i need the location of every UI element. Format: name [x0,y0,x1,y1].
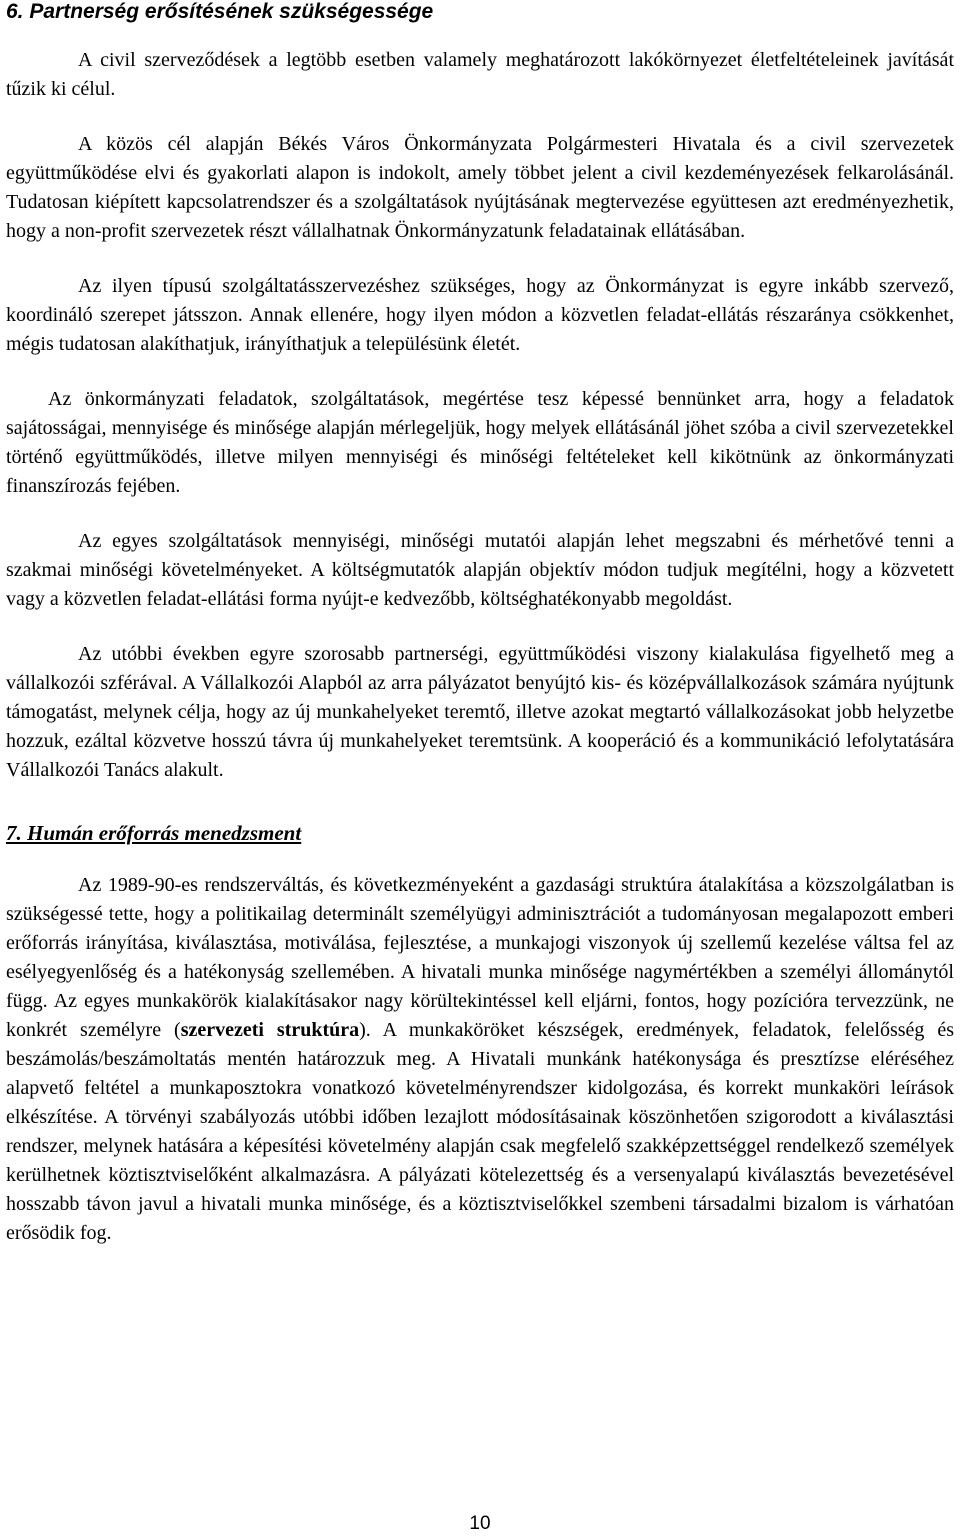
section-6-title: 6. Partnerség erősítésének szükségessége [6,0,434,23]
section-6-paragraph-4: Az önkormányzati feladatok, szolgáltatások, megértése tesz képessé bennünket arra, hogy a feladatok sajátosságai, mennyisége és minősége alapján mérlegeljük, hogy melyek ellátásánál jöhet szóba a civil szervezetekkel történő együttműködés, illetve milyen mennyiségi és minőségi feltételeket kell kikötnünk az önkormányzati finanszírozás fejében. [6,388,954,497]
section-7-paragraph-1 [6,871,954,1248]
document-page [6,0,954,1248]
page-number: 10 [469,1513,491,1534]
section-6-paragraph-2: A közös cél alapján Békés Város Önkormányzata Polgármesteri Hivatala és a civil szervezetek együttműködése elvi és gyakorlati alapon is indokolt, amely többet jelent a civil kezdeményezések felkarolásánál. Tudatosan kiépített kapcsolatrendszer és a szolgáltatások nyújtásának megtervezése együttesen azt eredményezhetik, hogy a non-profit szervezetek részt vállalhatnak Önkormányzatunk feladatainak ellátásában. [6,133,954,242]
section-7-bold-term: szervezeti struktúra [180,1019,360,1041]
section-6-paragraph-1: A civil szerveződések a legtöbb esetben valamely meghatározott lakókörnyezet életfeltételeinek javítását tűzik ki célul. [6,49,954,100]
section-6-paragraph-6: Az utóbbi években egyre szorosabb partnerségi, együttműködési viszony kialakulása figyelhető meg a vállalkozói szférával. A Vállalkozói Alapból az arra pályázatot benyújtó kis- és középvállalkozások számára nyújtunk támogatást, melynek célja, hogy az új munkahelyeket teremtő, illetve azokat megtartó vállalkozásokat jobb helyzetbe hozzuk, ezáltal közvetve hosszú távra új munkahelyeket teremtsünk. A kooperáció és a kommunikáció lefolytatására Vállalkozói Tanács alakult. [6,643,954,781]
section-7-title: 7. Humán erőforrás menedzsment [6,821,302,845]
section-6-paragraph-5: Az egyes szolgáltatások mennyiségi, minőségi mutatói alapján lehet megszabni és mérhetővé tenni a szakmai minőségi követelményeket. A költségmutatók alapján objektív módon tudjuk megítélni, hogy a közvetett vagy a közvetlen feladat-ellátási forma nyújt-e kedvezőbb, költséghatékonyabb megoldást. [6,530,954,610]
section-6-paragraph-3: Az ilyen típusú szolgáltatásszervezéshez szükséges, hogy az Önkormányzat is egyre inkább szervező, koordináló szerepet játsszon. Annak ellenére, hogy ilyen módon a közvetlen feladat-ellátás részaránya csökkenhet, mégis tudatosan alakíthatjuk, irányíthatjuk a településünk életét. [6,275,954,355]
section-7-paragraph-1-text-a: Az 1989-90-es rendszerváltás, és következményeként a gazdasági struktúra átalakítása a közszolgálatban is szükségessé tette, hogy a politikailag determinált személyügyi adminisztrációt a tudományosan megalapozott emberi erőforrás irányítása, kiválasztása, motiválása, fejlesztése, a munkajogi viszonyok új szellemű kezelése váltsa fel az esélyegyenlőség és a hatékonyság szellemében. A hivatali munka minősége nagymértékben a személyi állománytól függ. Az egyes munkakörök kialakításakor nagy körültekintéssel kell eljárni, fontos, hogy pozícióra tervezzünk, ne konkrét személyre ( [6,874,954,1041]
section-7-paragraph-1-text-b: ). A munkaköröket készségek, eredmények, feladatok, felelősség és beszámolás/beszámoltatás mentén határozzuk meg. A Hivatali munkánk hatékonysága és presztízse eléréséhez alapvető feltétel a munkaposztokra vonatkozó követelményrendszer kidolgozása, és korrekt munkaköri leírások elkészítése. A törvényi szabályozás utóbbi időben lezajlott módosításainak köszönhetően szigorodott a kiválasztási rendszer, melynek hatására a képesítési követelmény alapján csak megfelelő szakképzettséggel rendelkező személyek kerülhetnek köztisztviselőként alkalmazásra. A pályázati kötelezettség és a versenyalapú kiválasztás bevezetésével hosszabb távon javul a hivatali munka minősége, és a köztisztviselőkkel szembeni társadalmi bizalom is várhatóan erősödik fog. [6,1019,954,1244]
